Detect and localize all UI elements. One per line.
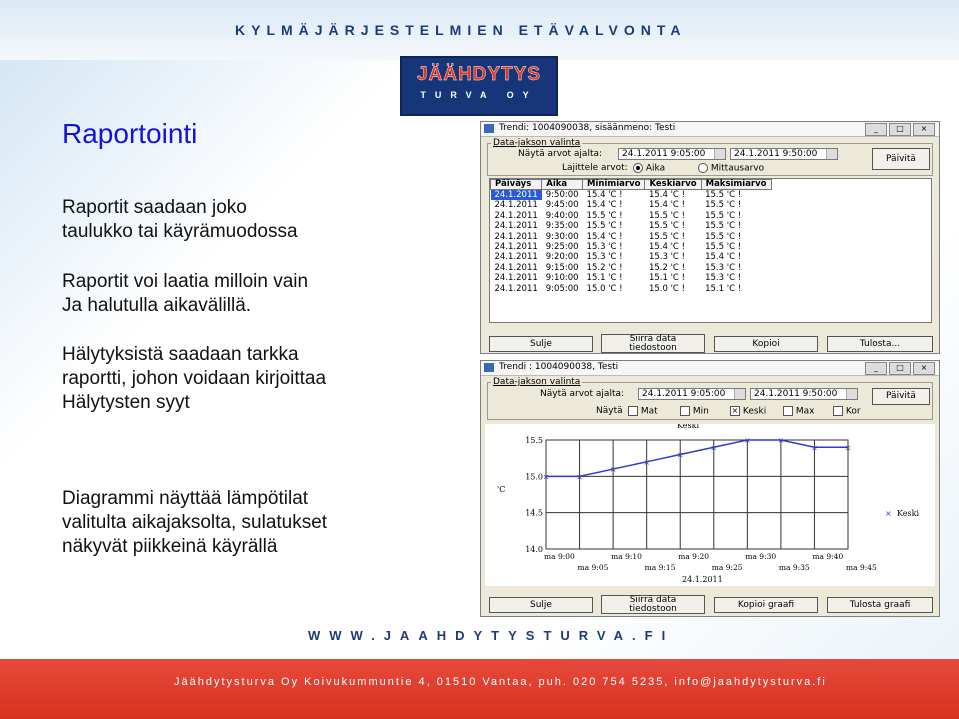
sort-by-measurement-radio[interactable]: Mittausarvo [698, 163, 764, 174]
table-cell: 15.5 'C ! [648, 210, 685, 221]
table-cell: 24.1.2011 [494, 262, 538, 273]
sort-by-time-radio[interactable]: Aika [633, 163, 665, 174]
move-to-file-button[interactable]: Siirrä data tiedostoon [601, 334, 705, 353]
company-logo [400, 56, 558, 116]
app-icon [484, 363, 494, 372]
x-tick-label: ma 9:35 [778, 563, 810, 572]
text-line: Raportit saadaan joko [62, 197, 247, 218]
table-cell: 15.5 'C ! [705, 221, 742, 232]
top-series-label: Keski [677, 424, 700, 430]
table-cell: 15.3 'C ! [586, 242, 623, 253]
x-axis-label: 24.1.2011 [682, 575, 723, 584]
table-cell: 9:50:00 [545, 190, 579, 200]
close-icon[interactable]: × [913, 362, 935, 375]
update-button[interactable]: Päivitä [872, 148, 930, 170]
paragraph-4 [62, 487, 327, 559]
y-tick-label: 14.5 [525, 508, 543, 518]
table-cell: 15.4 'C ! [586, 200, 623, 211]
text-line: Diagrammi näyttää lämpötilat [62, 488, 309, 509]
checkbox-icon [783, 406, 793, 416]
minimize-icon[interactable]: _ [865, 123, 887, 136]
legend-marker: × [885, 509, 892, 518]
logo-line2: TURVA OY [420, 90, 538, 100]
maximize-icon[interactable]: □ [889, 362, 911, 375]
logo-line1: JÄÄHDYTYS [416, 64, 542, 85]
website-url[interactable]: WWW.JAAHDYTYSTURVA.FI [308, 628, 675, 643]
trend-chart-window [480, 360, 940, 617]
column-header[interactable]: Keskiarvo [645, 180, 701, 190]
table-cell: 15.0 'C ! [586, 283, 623, 294]
table-cell: 15.5 'C ! [586, 221, 623, 232]
close-button[interactable]: Sulje [489, 597, 593, 613]
table-cell: 15.1 'C ! [586, 273, 623, 284]
checkbox-icon [833, 406, 843, 416]
table-row[interactable] [491, 200, 772, 210]
window-title: Trendi: 1004090038, sisäänmeno: Testi [499, 123, 676, 133]
table-cell: 9:35:00 [545, 221, 579, 232]
dropdown-arrow-icon [734, 389, 745, 399]
print-button[interactable]: Tulosta... [827, 336, 933, 352]
table-cell: 24.1.2011 [494, 221, 538, 232]
x-tick-label: ma 9:40 [812, 552, 844, 561]
table-cell: 15.4 'C ! [586, 190, 623, 200]
temperature-chart [485, 424, 935, 586]
show-label: Näytä [596, 406, 623, 416]
table-cell: 24.1.2011 [494, 200, 538, 211]
text-line: näkyvät piikkeinä käyrällä [62, 536, 278, 557]
table-cell: 9:25:00 [545, 242, 579, 253]
y-tick-label: 15.0 [525, 472, 543, 482]
x-tick-label: ma 9:25 [711, 563, 743, 572]
table-row[interactable] [491, 284, 772, 294]
table-cell: 24.1.2011 [494, 210, 538, 221]
paragraph-3 [62, 343, 326, 415]
x-tick-label: ma 9:20 [678, 552, 710, 561]
table-cell: 9:45:00 [545, 200, 579, 211]
table-cell: 15.5 'C ! [705, 190, 742, 200]
table-cell: 9:05:00 [545, 283, 579, 294]
x-tick-label: ma 9:15 [644, 563, 676, 572]
table-cell: 15.3 'C ! [705, 262, 742, 273]
table-cell: 15.4 'C ! [705, 252, 742, 263]
copy-button[interactable]: Kopioi [714, 336, 818, 352]
to-date-field[interactable]: 24.1.2011 9:50:00 [730, 148, 838, 160]
slide-title: Raportointi [62, 118, 198, 149]
table-cell: 15.5 'C ! [705, 242, 742, 253]
show-values-label: Näytä arvot ajalta: [540, 389, 625, 399]
data-point: × [811, 443, 818, 453]
data-period-group [487, 138, 933, 176]
table-row[interactable] [491, 211, 772, 221]
table-row[interactable] [491, 273, 772, 283]
checkbox-mat[interactable]: Mat [628, 406, 658, 417]
x-tick-label: ma 9:30 [745, 552, 777, 561]
table-cell: 15.5 'C ! [648, 231, 685, 242]
checkbox-min[interactable]: Min [680, 406, 709, 417]
window-titlebar [481, 122, 939, 137]
table-row[interactable] [491, 221, 772, 231]
table-cell: 24.1.2011 [494, 242, 538, 253]
show-values-label: Näytä arvot ajalta: [518, 149, 603, 159]
checkbox-keski[interactable]: × Keski [731, 406, 767, 417]
print-graph-button[interactable]: Tulosta graafi [827, 597, 933, 613]
data-point: × [542, 472, 550, 482]
company-address: Jäähdytysturva Oy Koivukummuntie 4, 01510 Vantaa, puh. 020 754 5235, info@jaahdytysturva.fi [174, 676, 827, 688]
series-line [546, 440, 848, 476]
data-point: × [710, 443, 718, 453]
plot-frame [546, 440, 848, 549]
table-row[interactable] [491, 252, 772, 262]
data-point: × [844, 443, 852, 453]
trend-table-window [480, 121, 940, 354]
close-icon[interactable]: × [913, 123, 935, 136]
dropdown-arrow-icon [826, 149, 837, 159]
table-cell: 9:40:00 [545, 210, 579, 221]
text-line: Raportit voi laatia milloin vain [62, 271, 309, 292]
table-cell: 15.4 'C ! [586, 231, 623, 242]
report-table [489, 178, 932, 323]
data-point: × [777, 436, 785, 445]
column-header[interactable]: Aika [542, 180, 583, 190]
text-line: taulukko tai käyrämuodossa [62, 221, 298, 242]
table-row[interactable] [491, 242, 772, 252]
table-cell: 15.4 'C ! [648, 200, 685, 211]
table-cell: 9:10:00 [545, 273, 579, 284]
checkbox-checked-icon: × [731, 406, 739, 415]
table-cell: 15.5 'C ! [705, 210, 742, 221]
table-cell: 9:15:00 [545, 262, 579, 273]
window-title: Trendi : 1004090038, Testi [499, 362, 619, 372]
text-line: Hälytysten syyt [62, 392, 190, 413]
table-cell: 15.4 'C ! [648, 242, 685, 253]
checkbox-icon [628, 406, 638, 416]
table-cell: 24.1.2011 [494, 231, 538, 242]
minimize-icon[interactable]: _ [865, 362, 887, 375]
checkbox-icon [680, 406, 690, 416]
table-cell: 15.4 'C ! [648, 190, 685, 200]
y-axis-label: 'C [497, 485, 506, 494]
table-row[interactable] [491, 232, 772, 242]
group-label: Data-jakson valinta [493, 377, 581, 387]
text-line: valitulta aikajaksolta, sulatukset [62, 512, 328, 533]
chart-area [485, 424, 935, 586]
table-cell: 15.5 'C ! [586, 210, 623, 221]
dropdown-arrow-icon [714, 149, 725, 159]
table-cell: 15.3 'C ! [586, 252, 623, 263]
table-cell: 15.5 'C ! [705, 231, 742, 242]
table-cell: 15.2 'C ! [586, 262, 623, 273]
table-cell: 15.2 'C ! [648, 262, 685, 273]
from-date-field[interactable]: 24.1.2011 9:05:00 [638, 388, 746, 400]
group-label: Data-jakson valinta [493, 138, 581, 148]
tagline: KYLMÄJÄRJESTELMIEN ETÄVALVONTA [235, 22, 687, 38]
copy-graph-button[interactable]: Kopioi graafi [714, 597, 818, 613]
table-cell: 9:20:00 [545, 252, 579, 263]
text-line: Hälytyksistä saadaan tarkka [62, 344, 299, 365]
text-line: raportti, johon voidaan kirjoittaa [62, 368, 327, 389]
y-tick-label: 14.0 [525, 545, 543, 554]
table-cell: 24.1.2011 [494, 283, 538, 294]
from-date-field[interactable]: 24.1.2011 9:05:00 [618, 148, 726, 160]
table-cell: 15.1 'C ! [648, 273, 685, 284]
checkbox-max[interactable]: Max [783, 406, 814, 417]
data-point: × [743, 436, 751, 445]
data-period-group [487, 377, 933, 420]
move-to-file-button[interactable]: Siirrä data tiedostoon [601, 595, 705, 614]
sort-label: Lajittele arvot: [562, 163, 628, 173]
x-tick-label: ma 9:05 [577, 563, 609, 572]
dropdown-arrow-icon [846, 389, 857, 399]
paragraph-1 [62, 196, 298, 244]
window-titlebar [481, 361, 939, 376]
table-cell: 24.1.2011 [494, 252, 538, 263]
data-point: × [643, 457, 651, 467]
radio-icon [698, 163, 708, 173]
table-cell: 15.5 'C ! [705, 200, 742, 211]
checkbox-kor[interactable]: Kor [833, 406, 861, 417]
column-header[interactable]: Maksimiarvo [701, 180, 771, 190]
data-point: × [676, 450, 684, 460]
column-header[interactable]: Minimiarvo [583, 180, 645, 190]
data-point: × [576, 472, 583, 482]
table-row[interactable] [491, 263, 772, 273]
table-cell: 9:30:00 [545, 231, 579, 242]
table-cell: 15.3 'C ! [705, 273, 742, 284]
table-cell: 15.0 'C ! [648, 283, 685, 294]
maximize-icon[interactable]: □ [889, 123, 911, 136]
table-cell: 15.1 'C ! [705, 283, 742, 294]
x-tick-label: ma 9:00 [544, 552, 575, 561]
table-cell: 24.1.2011 [491, 190, 542, 201]
footer-band [0, 659, 959, 719]
table-cell: 15.5 'C ! [648, 221, 685, 232]
paragraph-2 [62, 270, 308, 318]
to-date-field[interactable]: 24.1.2011 9:50:00 [750, 388, 858, 400]
column-header[interactable]: Päiväys [491, 180, 542, 190]
radio-icon [633, 163, 643, 173]
legend-label: Keski [897, 509, 920, 518]
app-icon [484, 124, 494, 133]
y-tick-label: 15.5 [525, 436, 543, 445]
update-button[interactable]: Päivitä [872, 388, 930, 405]
text-line: Ja halutulla aikavälillä. [62, 295, 252, 316]
table-cell: 24.1.2011 [494, 273, 538, 284]
table-row[interactable] [491, 190, 772, 201]
x-tick-label: ma 9:45 [846, 563, 877, 572]
table-cell: 15.3 'C ! [648, 252, 685, 263]
x-tick-label: ma 9:10 [611, 552, 642, 561]
close-button[interactable]: Sulje [489, 336, 593, 352]
data-point: × [609, 465, 617, 475]
